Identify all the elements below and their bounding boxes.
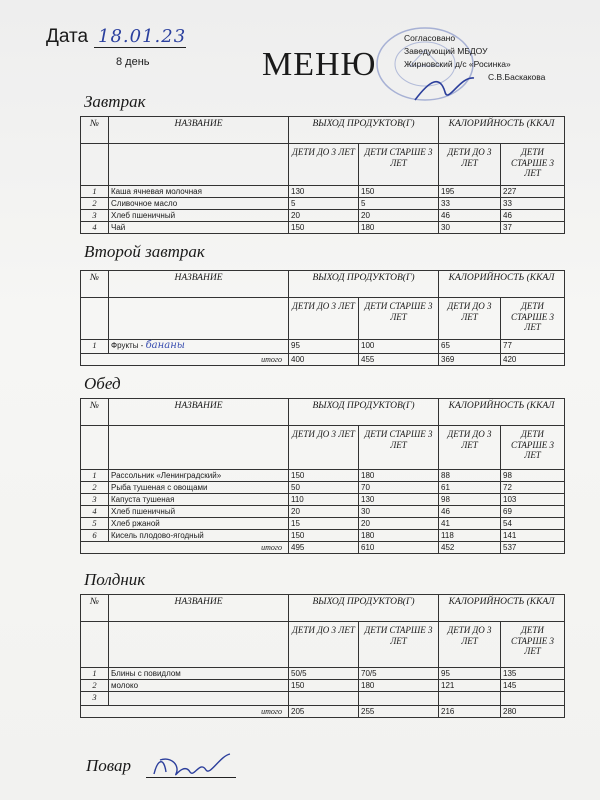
table-row: 2 Рыба тушеная с овощами 50 70 61 72 xyxy=(81,482,565,494)
header-yield: ВЫХОД ПРОДУКТОВ(Г) xyxy=(289,595,439,622)
header-num: № xyxy=(81,399,109,426)
header-calories: КАЛОРИЙНОСТЬ (ККАЛ xyxy=(439,117,565,144)
approval-line-3: Жирновский д/с «Росинка» xyxy=(404,59,511,69)
header-num: № xyxy=(81,595,109,622)
dish-name: Хлеб пшеничный xyxy=(109,210,289,222)
total-label: итого xyxy=(81,354,289,366)
dish-name: Кисель плодово-ягодный xyxy=(109,530,289,542)
header-yield: ВЫХОД ПРОДУКТОВ(Г) xyxy=(289,271,439,298)
header-yield-under3: ДЕТИ ДО 3 ЛЕТ xyxy=(289,622,359,668)
header-cal-over3: ДЕТИ СТАРШЕ 3 ЛЕТ xyxy=(501,426,565,470)
header-calories: КАЛОРИЙНОСТЬ (ККАЛ xyxy=(439,271,565,298)
header-cal-under3: ДЕТИ ДО 3 ЛЕТ xyxy=(439,622,501,668)
dish-name: Блины с повидлом xyxy=(109,668,289,680)
dish-name: Фрукты - xyxy=(111,341,144,350)
table-row: 4 Хлеб пшеничный 20 30 46 69 xyxy=(81,506,565,518)
cook-label: Повар xyxy=(86,756,132,775)
header-cal-under3: ДЕТИ ДО 3 ЛЕТ xyxy=(439,298,501,340)
header-cal-over3: ДЕТИ СТАРШЕ 3 ЛЕТ xyxy=(501,144,565,186)
header-yield-under3: ДЕТИ ДО 3 ЛЕТ xyxy=(289,144,359,186)
approval-signer: С.В.Баскакова xyxy=(488,72,546,82)
cook-signature xyxy=(150,752,234,782)
table-row: 3 xyxy=(81,692,565,706)
header-calories: КАЛОРИЙНОСТЬ (ККАЛ xyxy=(439,399,565,426)
table-row: 4 Чай 150 180 30 37 xyxy=(81,222,565,234)
dish-name: Капуста тушеная xyxy=(109,494,289,506)
dish-name xyxy=(109,692,289,706)
header-name: НАЗВАНИЕ xyxy=(109,399,289,426)
header-name: НАЗВАНИЕ xyxy=(109,117,289,144)
total-label: итого xyxy=(81,706,289,718)
header-cal-over3: ДЕТИ СТАРШЕ 3 ЛЕТ xyxy=(501,298,565,340)
approval-line-2: Заведующий МБДОУ xyxy=(404,46,488,56)
table-row: 1 Фрукты - бананы 95 100 65 77 xyxy=(81,340,565,354)
section-title-afternoon-snack: Полдник xyxy=(84,570,146,589)
header-yield: ВЫХОД ПРОДУКТОВ(Г) xyxy=(289,117,439,144)
header-cal-under3: ДЕТИ ДО 3 ЛЕТ xyxy=(439,426,501,470)
dish-name: Сливочное масло xyxy=(109,198,289,210)
table-breakfast xyxy=(80,116,565,234)
date-label: Дата xyxy=(46,26,89,47)
table-afternoon-snack xyxy=(80,594,565,718)
table-row: 2 Сливочное масло 5 5 33 33 xyxy=(81,198,565,210)
table-row: 3 Хлеб пшеничный 20 20 46 46 xyxy=(81,210,565,222)
table-row: 3 Капуста тушеная 110 130 98 103 xyxy=(81,494,565,506)
dish-name: Каша ячневая молочная xyxy=(109,186,289,198)
table-row: 1 Рассольник «Ленинградский» 150 180 88 98 xyxy=(81,470,565,482)
table-lunch xyxy=(80,398,565,554)
header-yield-over3: ДЕТИ СТАРШЕ 3 ЛЕТ xyxy=(359,426,439,470)
header-yield-over3: ДЕТИ СТАРШЕ 3 ЛЕТ xyxy=(359,144,439,186)
handwritten-fruit: бананы xyxy=(145,340,185,351)
header-yield: ВЫХОД ПРОДУКТОВ(Г) xyxy=(289,399,439,426)
header-name: НАЗВАНИЕ xyxy=(109,271,289,298)
table-row: 5 Хлеб ржаной 15 20 41 54 xyxy=(81,518,565,530)
header-yield-over3: ДЕТИ СТАРШЕ 3 ЛЕТ xyxy=(359,622,439,668)
header-cal-under3: ДЕТИ ДО 3 ЛЕТ xyxy=(439,144,501,186)
approval-line-1: Согласовано xyxy=(404,33,456,43)
dish-name: Хлеб пшеничный xyxy=(109,506,289,518)
header-yield-under3: ДЕТИ ДО 3 ЛЕТ xyxy=(289,298,359,340)
dish-name: Хлеб ржаной xyxy=(109,518,289,530)
total-label: итого xyxy=(81,542,289,554)
header-num: № xyxy=(81,117,109,144)
total-row: итого 205 255 216 280 xyxy=(81,706,565,718)
total-row: итого 495 610 452 537 xyxy=(81,542,565,554)
header-yield-under3: ДЕТИ ДО 3 ЛЕТ xyxy=(289,426,359,470)
date-value: 18.01.23 xyxy=(94,26,186,48)
director-signature xyxy=(410,70,480,110)
header-yield-over3: ДЕТИ СТАРШЕ 3 ЛЕТ xyxy=(359,298,439,340)
table-second-breakfast xyxy=(80,270,565,366)
dish-name-cell xyxy=(109,340,289,354)
table-row: 2 молоко 150 180 121 145 xyxy=(81,680,565,692)
header-name: НАЗВАНИЕ xyxy=(109,595,289,622)
header-calories: КАЛОРИЙНОСТЬ (ККАЛ xyxy=(439,595,565,622)
day-number: 8 день xyxy=(116,56,150,68)
section-title-lunch: Обед xyxy=(84,374,121,393)
dish-name: Чай xyxy=(109,222,289,234)
table-row: 1 Каша ячневая молочная 130 150 195 227 xyxy=(81,186,565,198)
header-cal-over3: ДЕТИ СТАРШЕ 3 ЛЕТ xyxy=(501,622,565,668)
table-row: 6 Кисель плодово-ягодный 150 180 118 141 xyxy=(81,530,565,542)
header-num: № xyxy=(81,271,109,298)
total-row: итого 400 455 369 420 xyxy=(81,354,565,366)
section-title-breakfast: Завтрак xyxy=(84,92,146,111)
page-title: МЕНЮ xyxy=(262,46,377,83)
section-title-second-breakfast: Второй завтрак xyxy=(84,242,205,261)
dish-name: Рассольник «Ленинградский» xyxy=(109,470,289,482)
dish-name: молоко xyxy=(109,680,289,692)
dish-name: Рыба тушеная с овощами xyxy=(109,482,289,494)
table-row: 1 Блины с повидлом 50/5 70/5 95 135 xyxy=(81,668,565,680)
